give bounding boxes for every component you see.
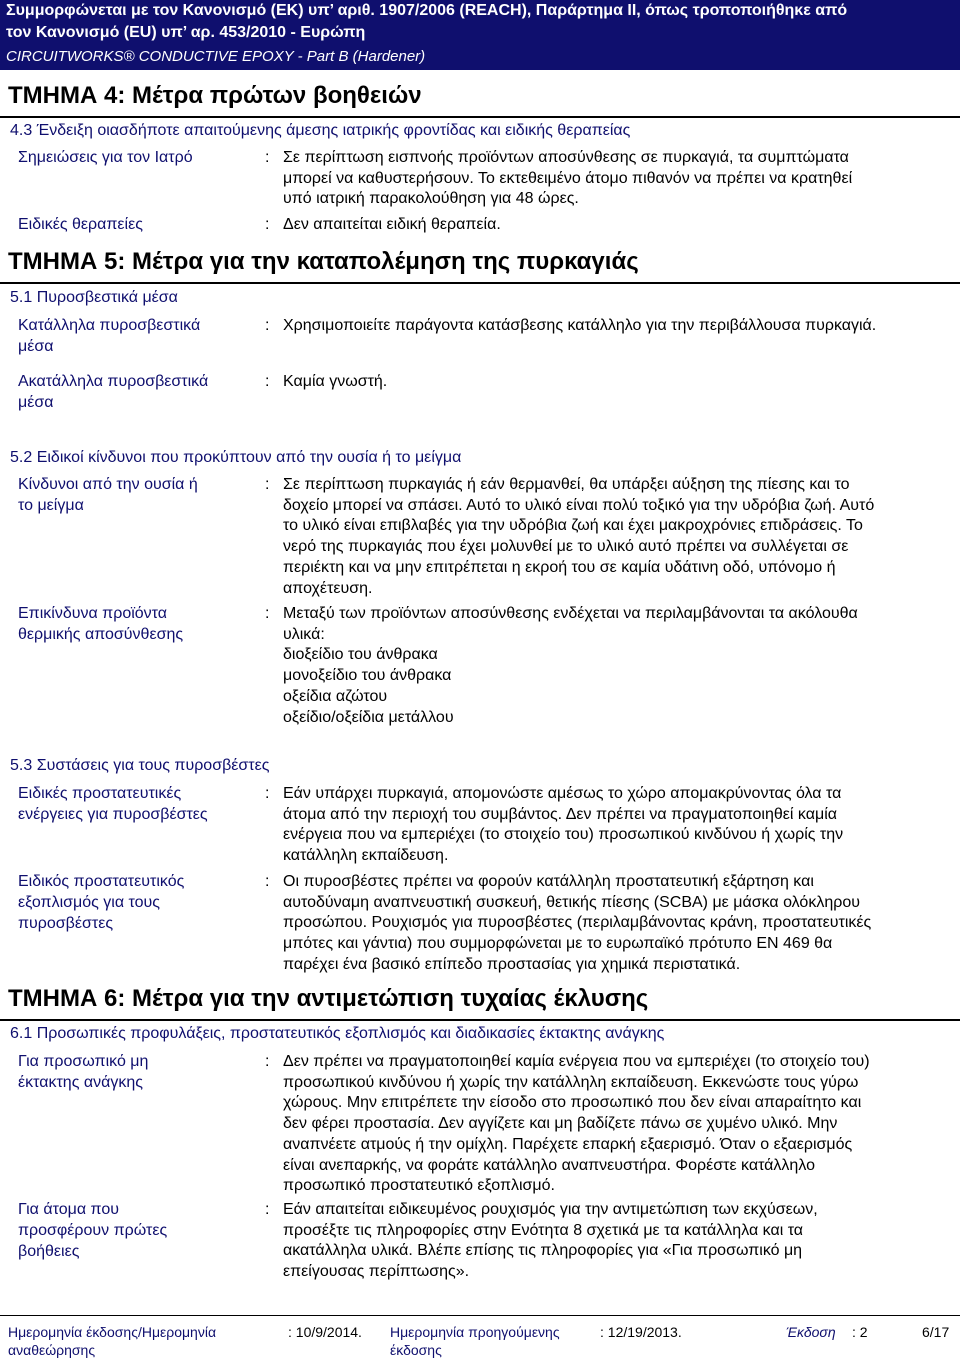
page-number: 6/17	[922, 1324, 950, 1340]
colon: :	[265, 216, 270, 233]
colon: :	[265, 1053, 270, 1070]
colon: :	[265, 1201, 270, 1218]
hazards-value: Σε περίπτωση πυρκαγιάς ή εάν θερμανθεί, θα υπάρξει αύξηση της πίεσης και το δοχείο μπορεί να σπάσει. Αυτό το υλικό είναι πολύ τοξικό για την υδρόβια ζωή. Αυτό το υλικό είναι επιβλαβές για την υδρόβια ζωή και έχει μακροχρόνιες επιδράσεις. Το νερό της πυρκαγιάς που έχει μολυνθεί με το υλικό αυτό πρέπει να συλλέγεται σε περιέκτη και να μην επιτρέπεται η εκροή του σε καμία υδάτινη οδό, υπόνομο ή αποχέτευση.	[283, 476, 875, 597]
section-divider	[0, 116, 960, 118]
unsuitable-media-value: Καμία γνωστή.	[283, 373, 388, 390]
version-label: Έκδοση	[786, 1324, 836, 1340]
protective-actions-value: Εάν υπάρχει πυρκαγιά, απομονώστε αμέσως το χώρο απομακρύνοντας όλα τα άτομα από την περιοχή του συμβάντος. Δεν πρέπει να πραγματοποιηθεί καμία ενέργεια που να εμπεριέχει (το στοιχείο του) προσωπικού κινδύνου ή χωρίς την κατάλληλη εκπαίδευση.	[283, 785, 844, 865]
section-divider	[0, 282, 960, 284]
regulation-line-1: Συμμορφώνεται με τον Κανονισμό (ΕΚ) υπ’ αριθ. 1907/2006 (REACH), Παράρτημα ΙΙ, όπως τροποποιήθηκε από	[0, 0, 960, 22]
first-aiders-label: Για άτομα που προσφέρουν πρώτες βοήθειες	[18, 1201, 168, 1260]
subsection-6-1: 6.1 Προσωπικές προφυλάξεις, προστατευτικός εξοπλισμός και διαδικασίες έκτακτης ανάγκης	[10, 1025, 665, 1042]
suitable-media-value: Χρησιμοποιείτε παράγοντα κατάσβεσης κατάλληλο για την περιβάλλουσα πυρκαγιά.	[283, 317, 877, 334]
version-value: : 2	[852, 1324, 868, 1340]
hazards-label: Κίνδυνοι από την ουσία ή το μείγμα	[18, 476, 198, 514]
special-treatments-label: Ειδικές θεραπείες	[18, 216, 143, 233]
colon: :	[265, 476, 270, 493]
non-emergency-personnel-value: Δεν πρέπει να πραγματοποιηθεί καμία ενέργεια που να εμπεριέχει (το στοιχείο του) προσωπικού κινδύνου ή χωρίς την κατάλληλη εκπαίδευση. Εκκενώστε τους γύρω χώρους. Μην επιτρέπετε την είσοδο στο προσωπικό που δεν είναι απαραίτητο και δεν φέρει προστασία. Δεν αγγίζετε και μη βαδίζετε πάνω σε χυμένο υλικό. Μην αναπνέετε ατμούς ή την ομίχλη. Παρέχετε επαρκή εξαερισμό. Όταν ο εξαερισμός είναι ανεπαρκής, να φοράτε κατάλληλο αναπνευστήρα. Φορέστε κατάλληλο προσωπικό προστατευτικό εξοπλισμό.	[283, 1053, 870, 1195]
subsection-4-3: 4.3 Ένδειξη οιασδήποτε απαιτούμενης άμεσης ιατρικής φροντίδας και ειδικής θεραπείας	[10, 122, 631, 139]
document-header	[0, 0, 960, 72]
protective-equipment-value: Οι πυροσβέστες πρέπει να φορούν κατάλληλη προστατευτική εξάρτηση και αυτοδύναμη αναπνευστική συσκευή, θετικής πίεσης (SCBA) με μάσκα ολόκληρου προσώπου. Ρουχισμός για πυροσβέστες (περιλαμβάνοντας κράνη, προστατευτικές μπότες και γάντια) που συμμορφώνεται με το ευρωπαϊκό πρότυπο EN 469 θα παρέχει ένα βασικό επίπεδο προστασίας για χημικά περιστατικά.	[283, 873, 872, 973]
section-6-title: ΤΜΗΜΑ 6: Μέτρα για την αντιμετώπιση τυχαίας έκλυσης	[8, 985, 649, 1012]
product-name: CIRCUITWORKS® CONDUCTIVE EPOXY - Part B (Hardener)	[0, 44, 960, 70]
issue-date-label: Ημερομηνία έκδοσης/Ημερομηνία αναθεώρησης	[8, 1324, 217, 1358]
footer-divider	[0, 1315, 960, 1316]
notes-for-doctor-label: Σημειώσεις για τον Ιατρό	[18, 149, 193, 166]
section-divider	[0, 1019, 960, 1021]
previous-issue-value: : 12/19/2013.	[600, 1324, 682, 1340]
suitable-media-label: Κατάλληλα πυροσβεστικά μέσα	[18, 317, 201, 355]
colon: :	[265, 873, 270, 890]
protective-actions-label: Ειδικές προστατευτικές ενέργειες για πυροσβέστες	[18, 785, 208, 823]
non-emergency-personnel-label: Για προσωπικό μη έκτακτης ανάγκης	[18, 1053, 149, 1091]
section-4-title: ΤΜΗΜΑ 4: Μέτρα πρώτων βοηθειών	[8, 82, 422, 109]
colon: :	[265, 373, 270, 390]
unsuitable-media-label: Ακατάλληλα πυροσβεστικά μέσα	[18, 373, 209, 411]
issue-date-value: : 10/9/2014.	[288, 1324, 362, 1340]
special-treatments-value: Δεν απαιτείται ειδική θεραπεία.	[283, 216, 501, 233]
protective-equipment-label: Ειδικός προστατευτικός εξοπλισμός για τους πυροσβέστες	[18, 873, 185, 932]
subsection-5-3: 5.3 Συστάσεις για τους πυροσβέστες	[10, 757, 270, 774]
thermal-decomposition-value: Μεταξύ των προϊόντων αποσύνθεσης ενδέχεται να περιλαμβάνονται τα ακόλουθα υλικά: διοξείδιο του άνθρακα μονοξείδιο του άνθρακα οξείδια αζώτου οξείδιο/οξείδια μετάλλου	[283, 605, 858, 726]
notes-for-doctor-value: Σε περίπτωση εισπνοής προϊόντων αποσύνθεσης σε πυρκαγιά, τα συμπτώματα μπορεί να καθυστερήσουν. Το εκτεθειμένο άτομο πιθανόν να πρέπει να κρατηθεί υπό ιατρική παρακολούθηση για 48 ώρες.	[283, 149, 853, 208]
colon: :	[265, 317, 270, 334]
previous-issue-label: Ημερομηνία προηγούμενης έκδοσης	[390, 1324, 560, 1358]
regulation-line-2: τον Κανονισμό (ΕU) υπ’ αρ. 453/2010 - Ευρώπη	[0, 22, 960, 44]
subsection-5-2: 5.2 Ειδικοί κίνδυνοι που προκύπτουν από την ουσία ή το μείγμα	[10, 449, 462, 466]
thermal-decomposition-label: Επικίνδυνα προϊόντα θερμικής αποσύνθεσης	[18, 605, 184, 643]
colon: :	[265, 149, 270, 166]
section-5-title: ΤΜΗΜΑ 5: Μέτρα για την καταπολέμηση της πυρκαγιάς	[8, 248, 639, 275]
colon: :	[265, 785, 270, 802]
colon: :	[265, 605, 270, 622]
subsection-5-1: 5.1 Πυροσβεστικά μέσα	[10, 289, 178, 306]
first-aiders-value: Εάν απαιτείται ειδικευμένος ρουχισμός για την αντιμετώπιση των εκχύσεων, προσέξτε τις πληροφορίες στην Ενότητα 8 σχετικά με τα κατάλληλα και τα ακατάλληλα υλικά. Βλέπε επίσης τις πληροφορίες για «Για προσωπικό μη επείγουσας περίπτωσης».	[283, 1201, 818, 1281]
